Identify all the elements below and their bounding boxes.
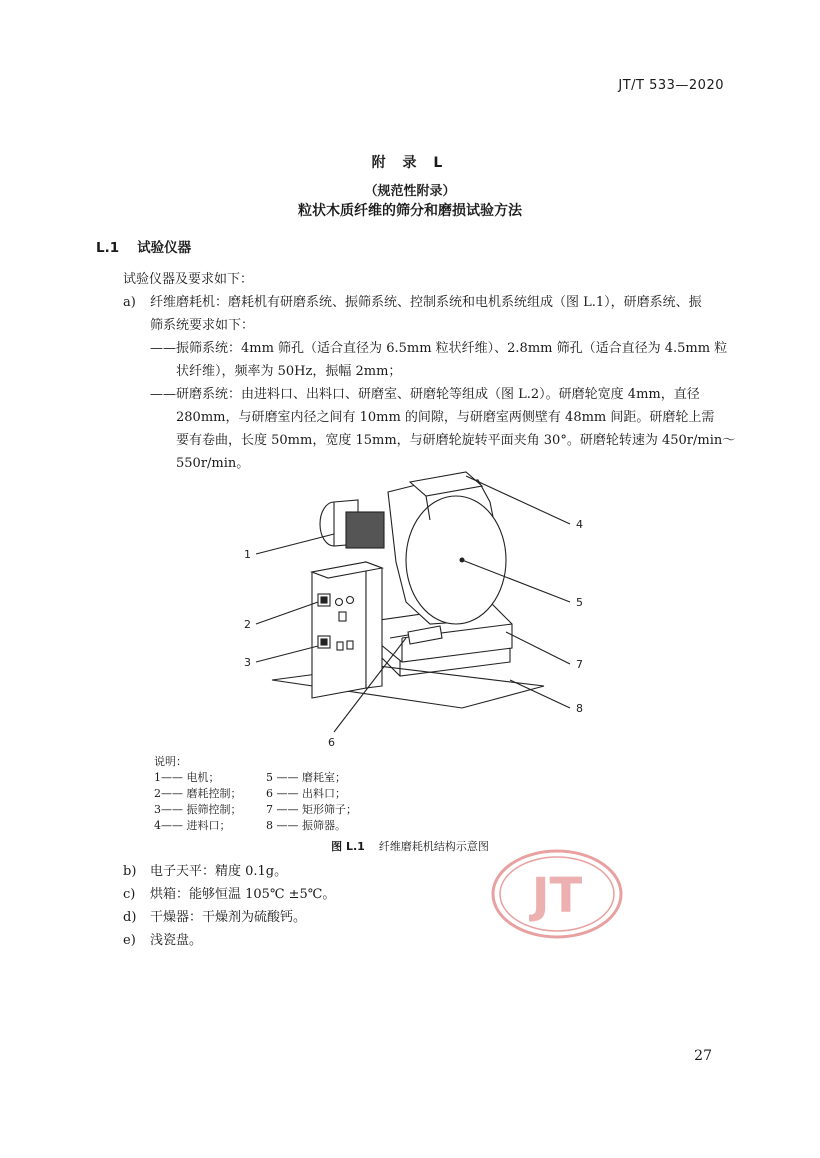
figure-caption-text: 纤维磨耗机结构示意图 xyxy=(378,840,489,853)
dash1-line1: ——振筛系统：4mm 筛孔（适合直径为 6.5mm 粒状纤维）、2.8mm 筛孔（适合直径为 4.5mm 粒 xyxy=(150,341,728,356)
control-cabinet xyxy=(312,562,366,698)
legend-item-5: 5 —— 磨耗室； xyxy=(266,771,346,784)
item-a-line1: 纤维磨耗机：磨耗机有研磨系统、振筛系统、控制系统和电机系统组成（图 L.1），研磨系统、振 xyxy=(150,295,702,310)
legend-item-6: 6 —— 出料口； xyxy=(266,787,346,800)
intro-text: 试验仪器及要求如下： xyxy=(123,272,254,287)
legend-title: 说明： xyxy=(154,755,187,768)
dash1-line2: 状纤维），频率为 50Hz，振幅 2mm； xyxy=(176,364,402,379)
legend-item-1: 1—— 电机； xyxy=(154,771,220,784)
section-title: 试验仪器 xyxy=(137,240,192,256)
appendix-title: 附 录 L xyxy=(371,155,449,171)
item-c-text: 烘箱：能够恒温 105℃ ±5℃。 xyxy=(150,887,336,902)
appendix-name: 粒状木质纤维的筛分和磨损试验方法 xyxy=(298,203,522,219)
figure-caption xyxy=(0,838,820,854)
callout-3: 3 xyxy=(244,656,251,669)
callout-8: 8 xyxy=(576,702,583,715)
callout-7: 7 xyxy=(576,658,583,671)
legend-item-2: 2—— 磨耗控制； xyxy=(154,787,242,800)
dash2-line1: ——研磨系统：由进料口、出料口、研磨室、研磨轮等组成（图 L.2）。研磨轮宽度 4mm，直径 xyxy=(150,387,700,402)
page-number: 27 xyxy=(694,1048,712,1064)
callout-4: 4 xyxy=(576,518,583,531)
motor-fins xyxy=(346,512,384,548)
item-a-label: a) xyxy=(123,295,136,310)
callout-6: 6 xyxy=(328,736,335,749)
item-b-label: b) xyxy=(123,864,137,879)
item-d-text: 干燥器：干燥剂为硫酸钙。 xyxy=(150,910,307,925)
item-e-label: e) xyxy=(123,933,136,948)
stamp-text: JT xyxy=(531,868,583,924)
machine-diagram xyxy=(230,462,610,752)
jt-stamp xyxy=(490,848,624,940)
standard-number: JT/T 533—2020 xyxy=(618,78,724,93)
legend-item-8: 8 —— 振筛器。 xyxy=(266,819,346,832)
legend-item-3: 3—— 振筛控制； xyxy=(154,803,242,816)
dash2-line4: 550r/min。 xyxy=(176,456,250,471)
dash2-line2: 280mm，与研磨室内径之间有 10mm 的间隙，与研磨室两侧壁有 48mm 间距。研磨轮上需 xyxy=(176,410,715,425)
callout-5: 5 xyxy=(576,596,583,609)
legend-left xyxy=(154,770,242,834)
item-e-text: 浅瓷盘。 xyxy=(150,933,203,948)
item-b-text: 电子天平：精度 0.1g。 xyxy=(150,864,288,879)
item-d-label: d) xyxy=(123,910,137,925)
legend-item-4: 4—— 进料口； xyxy=(154,819,231,832)
section-heading xyxy=(96,236,191,256)
dash2-line3: 要有卷曲，长度 50mm，宽度 15mm，与研磨轮旋转平面夹角 30°。研磨轮转速为 450r/min～ xyxy=(176,433,736,448)
section-number: L.1 xyxy=(96,240,120,256)
callout-1: 1 xyxy=(244,548,251,561)
appendix-subtitle: （规范性附录） xyxy=(364,184,456,199)
item-a-line2: 筛系统要求如下： xyxy=(150,318,255,333)
legend-right xyxy=(266,770,357,834)
figure-caption-number: 图 L.1 xyxy=(331,840,365,853)
item-c-label: c) xyxy=(123,887,136,902)
legend-item-7: 7 —— 矩形筛子； xyxy=(266,803,357,816)
callout-2: 2 xyxy=(244,618,251,631)
wear-chamber-door xyxy=(406,496,506,624)
